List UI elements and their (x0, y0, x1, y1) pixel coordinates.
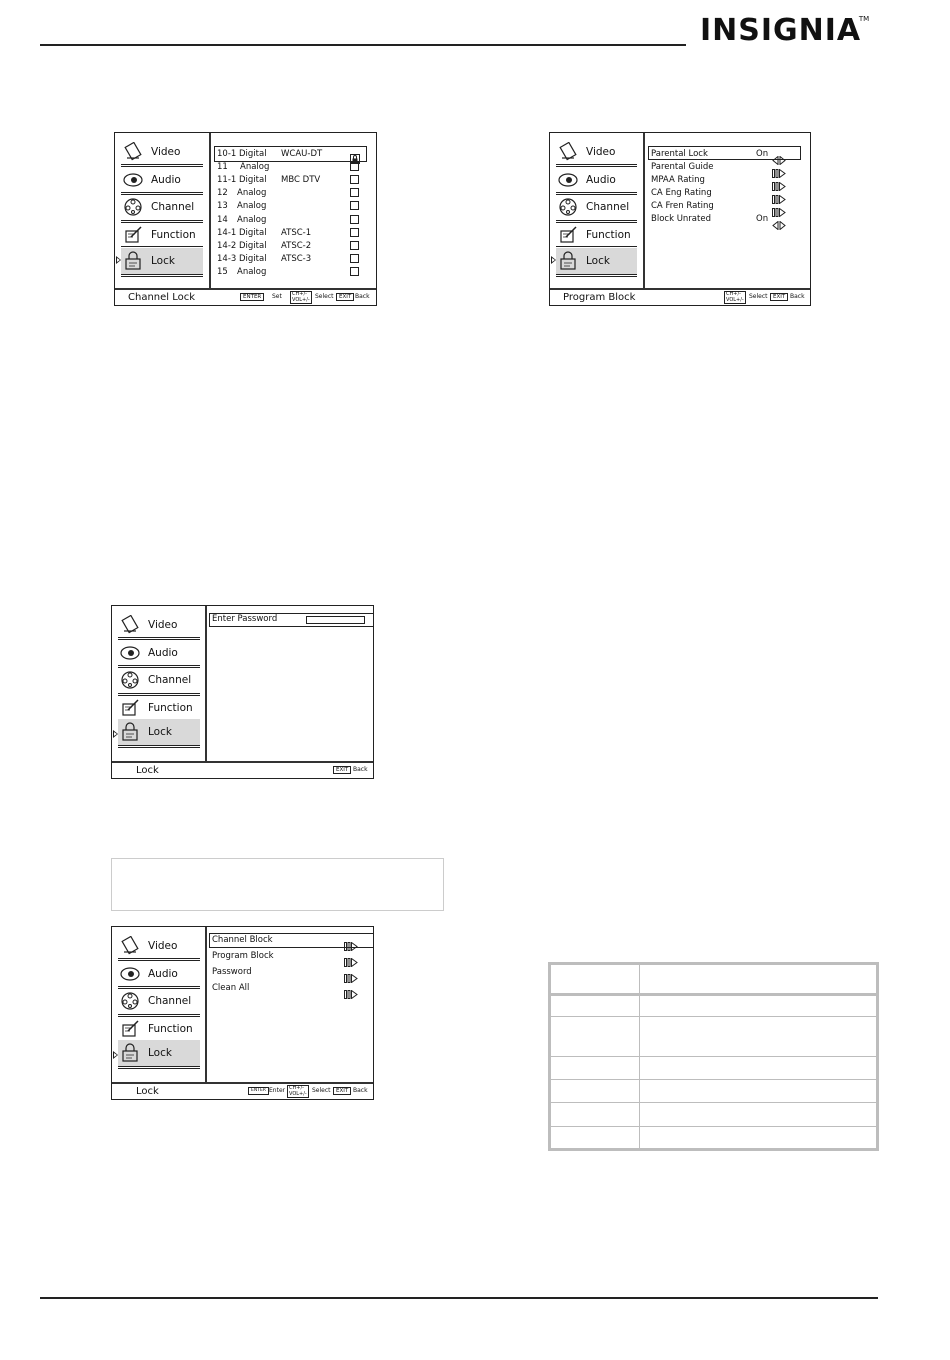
channel-number: 14-2 (217, 240, 237, 251)
divider (118, 745, 200, 748)
screen-title: Program Block (563, 292, 636, 303)
channel-number: 11-1 (217, 175, 237, 186)
channel-number: 15 (217, 266, 228, 277)
lock-menu-label: Channel Block (212, 935, 273, 945)
channel-lock-checkbox[interactable] (350, 188, 359, 197)
channel-number: 14 (217, 214, 228, 225)
menu-item-function[interactable] (118, 1017, 193, 1041)
channel-icon (118, 670, 142, 690)
menu-label-function: Function (586, 229, 631, 241)
submenu-arrow-icon (772, 163, 786, 172)
function-icon (118, 698, 142, 718)
screen-title: Channel Lock (128, 292, 196, 303)
channel-row[interactable] (115, 228, 377, 240)
back-label: Back (790, 293, 805, 300)
ch-label: CH+/- (726, 291, 741, 297)
select-label: Select (312, 1087, 331, 1094)
program-block-row[interactable] (550, 149, 812, 161)
select-label: Select (315, 293, 334, 300)
menu-label-video: Video (151, 146, 181, 158)
vol-label: VOL+/- (726, 296, 744, 303)
menu-label-function: Function (148, 1023, 193, 1035)
password-label: Enter Password (212, 614, 278, 624)
table-header-rule (551, 993, 876, 996)
channel-row[interactable] (115, 241, 377, 253)
lock-menu-label: Password (212, 967, 252, 977)
menu-label-video: Video (148, 940, 178, 952)
program-block-label: CA Fren Rating (651, 201, 714, 211)
channel-name: ATSC-3 (281, 253, 312, 264)
menu-label-audio: Audio (148, 647, 178, 659)
channel-name: ATSC-2 (281, 240, 312, 251)
channel-row[interactable] (115, 162, 377, 174)
exit-key: EXIT (333, 766, 351, 774)
menu-label-channel: Channel (586, 201, 630, 213)
channel-name: MBC DTV (281, 175, 321, 186)
channel-lock-checkbox[interactable] (350, 267, 359, 276)
note-box (111, 858, 444, 911)
menu-label-channel: Channel (151, 201, 195, 213)
channel-type: Digital (239, 175, 267, 186)
channel-row[interactable] (115, 149, 377, 161)
menu-label-video: Video (586, 146, 616, 158)
brand-logo-text: INSIGNIA (700, 13, 862, 48)
lock-menu-row[interactable] (112, 983, 374, 996)
ch-label: CH+/- (292, 291, 307, 297)
menu-label-audio: Audio (151, 174, 181, 186)
channel-number: 11 (217, 162, 228, 173)
footer-rule (40, 1297, 480, 1299)
channel-number: 13 (217, 201, 228, 212)
channel-lock-checkbox[interactable] (350, 215, 359, 224)
function-icon (118, 1019, 142, 1039)
channel-number: 14-1 (217, 227, 237, 238)
trademark: TM (858, 15, 870, 23)
channel-name: ATSC-1 (281, 227, 312, 238)
channel-row[interactable] (115, 188, 377, 200)
channel-lock-checkbox[interactable] (350, 175, 359, 184)
program-block-row[interactable] (550, 162, 812, 174)
channel-type: Analog (237, 201, 267, 212)
exit-key: EXIT (333, 1087, 351, 1095)
lock-menu-screen (111, 926, 374, 1100)
menu-item-lock[interactable] (118, 1041, 172, 1065)
channel-type: Digital (239, 227, 267, 238)
enter-key: ENTER (248, 1087, 269, 1095)
password-screen (111, 605, 374, 779)
screen-title: Lock (136, 1086, 159, 1097)
menu-item-function[interactable] (556, 223, 631, 247)
back-label: Back (355, 293, 370, 300)
exit-key: EXIT (770, 293, 788, 301)
back-label: Back (353, 1087, 368, 1094)
menu-label-function: Function (151, 229, 196, 241)
program-block-screen (549, 132, 811, 306)
video-icon (118, 615, 142, 635)
program-block-row[interactable] (550, 214, 812, 226)
program-block-label: Parental Guide (651, 162, 714, 172)
divider (118, 637, 200, 640)
submenu-arrow-icon (772, 189, 786, 198)
channel-row[interactable] (115, 254, 377, 266)
submenu-arrow-icon (772, 176, 786, 185)
menu-label-audio: Audio (148, 968, 178, 980)
status-bar (112, 761, 373, 778)
lock-menu-row[interactable] (112, 967, 374, 980)
screen-title: Lock (136, 765, 159, 776)
divider (118, 1066, 200, 1069)
menu-item-audio[interactable] (118, 641, 178, 665)
channel-type: Analog (240, 162, 270, 173)
channel-row[interactable] (115, 201, 377, 213)
channel-type: Analog (237, 214, 267, 225)
lock-icon (118, 1043, 142, 1063)
password-input[interactable] (306, 616, 365, 624)
lock-menu-row[interactable] (112, 951, 374, 964)
vol-label: VOL+/- (292, 296, 310, 303)
left-right-arrow-icon (772, 215, 786, 224)
status-bar (115, 288, 376, 305)
vol-label: VOL+/- (289, 1090, 307, 1097)
menu-label-lock: Lock (148, 1047, 172, 1059)
menu-label-function: Function (148, 702, 193, 714)
header-rule (40, 44, 686, 46)
ch-vol-key (724, 291, 746, 304)
divider (556, 274, 637, 277)
lock-menu-label: Clean All (212, 983, 250, 993)
channel-type: Analog (237, 266, 267, 277)
program-block-value: On (756, 214, 769, 224)
table-row-rule (551, 1079, 876, 1080)
brand-logo (700, 13, 870, 48)
channel-name: WCAU-DT (281, 149, 323, 159)
submenu-arrow-icon (344, 968, 358, 977)
channel-type: Digital (239, 149, 267, 159)
lock-menu-label: Program Block (212, 951, 274, 961)
function-icon (556, 225, 580, 245)
channel-lock-screen (114, 132, 377, 306)
menu-item-video[interactable] (118, 613, 177, 637)
program-block-value: On (756, 149, 769, 159)
lock-menu-row[interactable] (112, 935, 374, 948)
table-row-rule (551, 1016, 876, 1017)
table-row-rule (551, 1126, 876, 1127)
submenu-arrow-icon (344, 952, 358, 961)
rating-table (548, 962, 879, 1151)
channel-lock-checkbox[interactable] (350, 254, 359, 263)
table-row-rule (551, 1102, 876, 1103)
program-block-label: Parental Lock (651, 149, 708, 159)
select-label: Select (749, 293, 768, 300)
menu-label-channel: Channel (148, 674, 192, 686)
channel-number: 10-1 (217, 149, 237, 159)
channel-row[interactable] (115, 267, 377, 279)
status-bar (550, 288, 810, 305)
channel-number: 14-3 (217, 253, 237, 264)
ch-vol-key (287, 1085, 309, 1098)
menu-item-lock[interactable] (118, 720, 172, 744)
channel-lock-checkbox[interactable] (350, 201, 359, 210)
program-block-label: MPAA Rating (651, 175, 705, 185)
submenu-arrow-icon (344, 984, 358, 993)
menu-item-function[interactable] (118, 696, 193, 720)
program-block-label: Block Unrated (651, 214, 711, 224)
enter-label: Enter (269, 1087, 286, 1094)
menu-item-channel[interactable] (118, 668, 191, 692)
submenu-arrow-icon (344, 936, 358, 945)
channel-type: Analog (237, 188, 267, 199)
footer-rule (480, 1297, 878, 1299)
audio-icon (118, 643, 142, 663)
channel-row[interactable] (115, 215, 377, 227)
status-bar (112, 1082, 373, 1099)
set-label: Set (272, 293, 282, 300)
program-block-label: CA Eng Rating (651, 188, 712, 198)
menu-item-lock[interactable] (556, 249, 610, 273)
channel-number: 12 (217, 188, 228, 199)
exit-key: EXIT (336, 293, 354, 301)
program-block-row[interactable] (550, 188, 812, 200)
channel-lock-checkbox[interactable] (350, 241, 359, 250)
channel-lock-checkbox[interactable] (350, 162, 359, 171)
channel-type: Digital (239, 240, 267, 251)
back-label: Back (353, 766, 368, 773)
ch-vol-key (290, 291, 312, 304)
channel-row[interactable] (115, 175, 377, 187)
menu-label-lock: Lock (586, 255, 610, 267)
table-row-rule (551, 1056, 876, 1057)
menu-label-channel: Channel (148, 995, 192, 1007)
menu-label-lock: Lock (148, 726, 172, 738)
menu-label-audio: Audio (586, 174, 616, 186)
menu-label-video: Video (148, 619, 178, 631)
program-block-row[interactable] (550, 175, 812, 187)
left-right-arrow-icon (772, 150, 786, 159)
sidebar (112, 606, 207, 761)
submenu-arrow-icon (772, 202, 786, 211)
lock-icon (556, 251, 580, 271)
menu-label-lock: Lock (151, 255, 175, 267)
program-block-row[interactable] (550, 201, 812, 213)
enter-key: ENTER (240, 293, 264, 301)
ch-label: CH+/- (289, 1085, 304, 1091)
lock-icon (118, 722, 142, 742)
channel-type: Digital (239, 253, 267, 264)
channel-lock-checkbox[interactable] (350, 228, 359, 237)
